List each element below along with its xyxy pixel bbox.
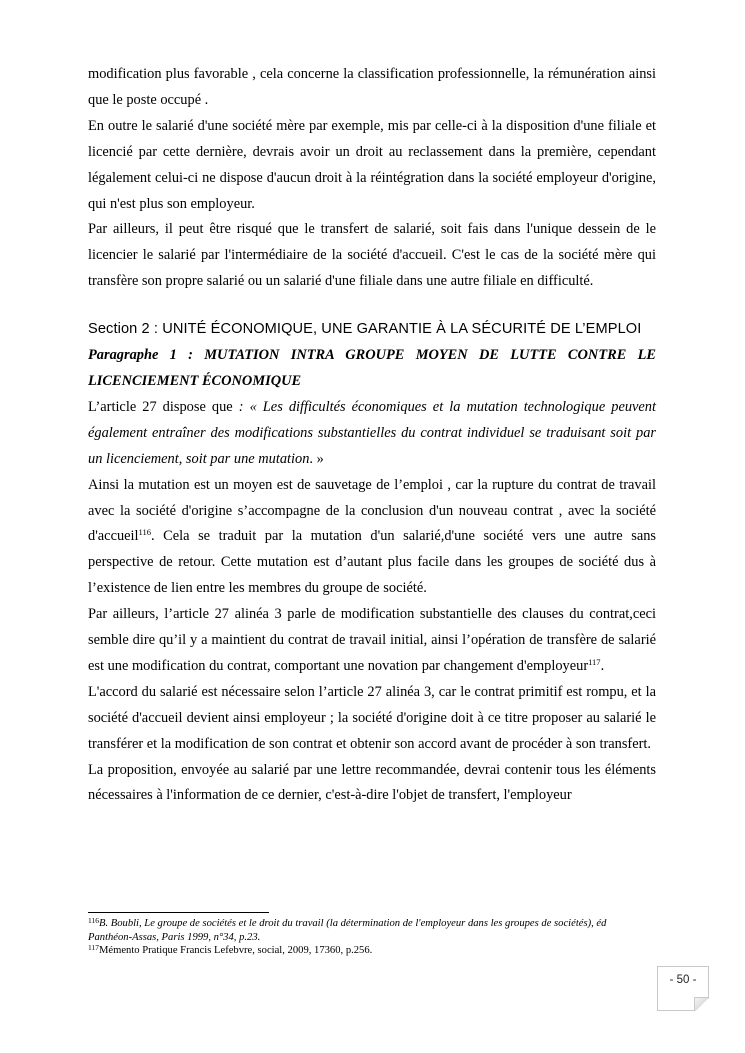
footnote-116 bbox=[88, 917, 648, 944]
article-quote: : « Les difficultés économiques et la mutation technologique peuvent également entraîner des modifications substantielles du contrat individuel se traduisant soit par un licenciement, soit par une mutation bbox=[88, 398, 657, 467]
article-intro: L’article 27 dispose que bbox=[88, 398, 233, 415]
footnote-number: 117 bbox=[88, 943, 99, 953]
footnote-number: 116 bbox=[88, 916, 99, 925]
footnote-text: Mémento Pratique Francis Lefebvre, social, 2009, 17360, p.256. bbox=[98, 945, 373, 957]
paragraph-alinea bbox=[88, 602, 656, 680]
mutation-text: Ainsi la mutation est un moyen est de sauvetage de l’emploi , car la rupture du contrat de travail avec la société d'origine s’accompagne de la conclusion d'un nouveau contrat , avec la société d'accueil bbox=[88, 476, 656, 545]
page-number: - 50 - bbox=[669, 974, 697, 986]
footnote-ref-117: 117 bbox=[588, 656, 601, 667]
paragraph-risque: Par ailleurs, il peut être risqué que le transfert de salarié, soit fais dans l'unique dessein de le licencier le salarié par l'intermédiaire de la société d'accueil. C'est le cas de la société mère qui transfère son propre salarié ou un salarié d'une filiale dans une autre filiale en difficulté. bbox=[88, 221, 656, 290]
alinea-text: Par ailleurs, l’article 27 alinéa 3 parle de modification substantielle des clauses du contrat,ceci semble dire qu’il y a maintient du contrat de travail initial, ainsi l’opération de transfère de salarié est une modification du contrat, comportant une novation par changement d'employeur bbox=[88, 606, 656, 674]
paragraph-continuation: modification plus favorable , cela concerne la classification professionnelle, la rémunération ainsi que le poste occupé . bbox=[88, 66, 656, 108]
paragraph-accord: L'accord du salarié est nécessaire selon l’article 27 alinéa 3, car le contrat primitif est rompu, et la société d'accueil devient ainsi employeur ; la société d'origine doit à ce titre proposer au salarié le transférer et la modification de son contrat et obtenir son accord avant de procéder à son transfert. bbox=[88, 683, 656, 752]
body-text bbox=[88, 62, 656, 809]
mutation-text-after: . Cela se traduit par la mutation d'un salarié,d'une société vers une autre sans perspective de retour. Cette mutation est d’autant plus facile dans les groupes de société dus à l’existence de lien entre les membres du groupe de société. bbox=[88, 528, 656, 597]
paragraph-article-27 bbox=[88, 395, 656, 473]
paragraph-proposition: La proposition, envoyée au salarié par une lettre recommandée, devrai contenir tous les éléments nécessaires à l'information de ce dernier, c'est-à-dire l'objet de transfert, l'employeur bbox=[88, 761, 656, 804]
paragraph-mutation bbox=[88, 473, 656, 603]
footnote-divider bbox=[88, 912, 269, 913]
footnotes bbox=[88, 917, 648, 958]
article-end: . » bbox=[309, 450, 324, 467]
footnote-ref-116: 116 bbox=[138, 527, 151, 538]
section-title: Section 2 : UNITÉ ÉCONOMIQUE, UNE GARANTIE À LA SÉCURITÉ DE L’EMPLOI bbox=[88, 321, 642, 338]
footnote-117 bbox=[88, 944, 648, 958]
paragraph-reclassement: En outre le salarié d'une société mère par exemple, mis par celle-ci à la disposition d'une filiale et licencié par cette dernière, devrais avoir un droit au reclassement dans la première, cependant légalement celui-ci ne dispose d'aucun droit à la réintégration dans la société employeur d'origine, qui n'est plus son employeur. bbox=[88, 117, 656, 212]
footnote-text: B. Boubli, Le groupe de sociétés et le droit du travail (la détermination de l'employeur dans les groupes de sociétés), éd Panthéon-Assas, Paris 1999, n°34, p.23. bbox=[88, 918, 607, 943]
page-corner-fold bbox=[694, 997, 709, 1011]
paragraph-title: Paragraphe 1 : MUTATION INTRA GROUPE MOYEN DE LUTTE CONTRE LE LICENCIEMENT ÉCONOMIQUE bbox=[88, 347, 656, 389]
alinea-text-after: . bbox=[600, 657, 605, 674]
